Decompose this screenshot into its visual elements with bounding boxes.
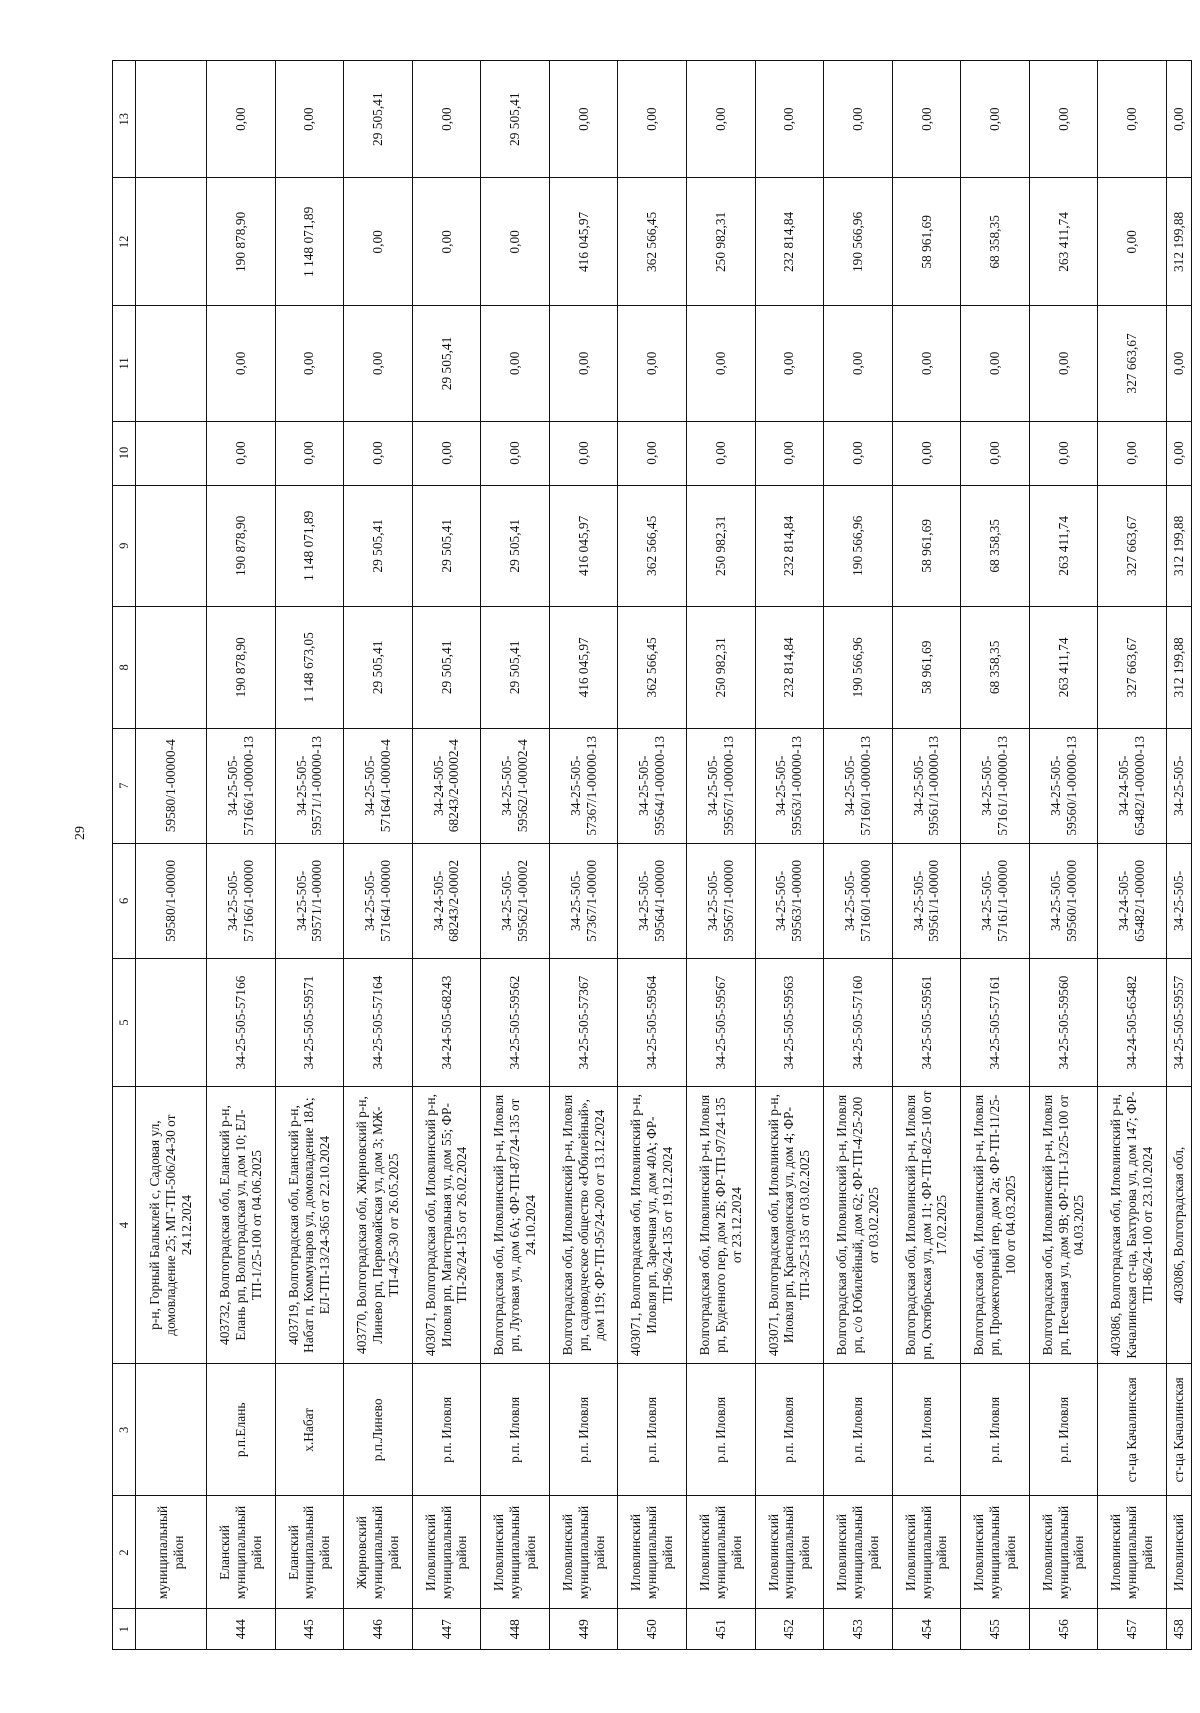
cell-col-7: 34-25-505-57160/1-00000-13: [824, 728, 893, 843]
cell-col-4: 403770, Волгоградская обл, Жирновский р-н, Линево рп, Первомайская ул, дом 3; МЖ-ТП-4/25-30 от 26.05.2025: [344, 1086, 413, 1363]
cell-col-11: 0,00: [549, 306, 618, 421]
cell-col-1: 449: [549, 1609, 618, 1650]
table-row-partial: [1167, 61, 1192, 1650]
cell-col-11: 327 663,67: [1098, 306, 1167, 421]
cell-col-8: 1 148 673,05: [275, 607, 344, 729]
cell-col-5: 34-25-505-59564: [618, 958, 687, 1086]
cell-col-12: 58 961,69: [892, 178, 961, 306]
cell-col-9: 9: [113, 485, 136, 607]
table-row: [755, 61, 824, 1650]
page-number: 29: [73, 826, 88, 840]
table-row: [275, 61, 344, 1650]
cell-col-9: 362 566,45: [618, 485, 687, 607]
cell-col-3: ст-ца Качалинская: [1098, 1364, 1167, 1496]
cell-col-6: 34-25-505-59563/1-00000: [755, 843, 824, 958]
cell-col-13: 0,00: [275, 61, 344, 178]
cell-col-6: 34-25-505-57166/1-00000: [207, 843, 276, 958]
cell-col-8: 29 505,41: [412, 607, 481, 729]
cell-col-11: 0,00: [961, 306, 1030, 421]
cell-col-11: 0,00: [275, 306, 344, 421]
cell-col-11: 0,00: [618, 306, 687, 421]
table-row: [961, 61, 1030, 1650]
cell-col-9: 190 566,96: [824, 485, 893, 607]
cell-col-8: 29 505,41: [481, 607, 550, 729]
cell-col-7: 34-24-505-65482/1-00000-13: [1098, 728, 1167, 843]
cell-col-12: [136, 178, 207, 306]
table-row: [686, 61, 755, 1650]
cell-col-5: 34-25-505-59563: [755, 958, 824, 1086]
cell-col-11: 0,00: [481, 306, 550, 421]
cell-col-2: Иловлинский муниципальный район: [824, 1496, 893, 1609]
table-row: [1098, 61, 1167, 1650]
cell-col-13: 0,00: [207, 61, 276, 178]
cell-col-5: 34-25-505-57166: [207, 958, 276, 1086]
cell-col-12: 0,00: [481, 178, 550, 306]
table-row: [892, 61, 961, 1650]
cell-col-4: 403071, Волгоградская обл, Иловлинский р-н, Иловля рп, Магистральная ул, дом 55; ФР-ТП-26/24-135 от 26.02.2024: [412, 1086, 481, 1363]
cell-col-9: 250 982,31: [686, 485, 755, 607]
cell-col-3: р.п. Иловля: [481, 1364, 550, 1496]
cell-col-12: 312 199,88: [1167, 178, 1192, 306]
cell-col-1: 445: [275, 1609, 344, 1650]
cell-col-13: 13: [113, 61, 136, 178]
cell-col-1: 457: [1098, 1609, 1167, 1650]
cell-col-4: Волгоградская обл, Иловлинский р-н, Иловля рп, Луговая ул, дом 6А; ФР-ТП-87/24-135 от 24.10.2024: [481, 1086, 550, 1363]
cell-col-3: р.п. Иловля: [892, 1364, 961, 1496]
cell-col-10: 0,00: [686, 421, 755, 485]
cell-col-8: 312 199,88: [1167, 607, 1192, 729]
cell-col-6: 34-25-505-: [1167, 843, 1192, 958]
cell-col-10: 0,00: [275, 421, 344, 485]
cell-col-11: [136, 306, 207, 421]
cell-col-13: 0,00: [755, 61, 824, 178]
table-row: [481, 61, 550, 1650]
cell-col-2: Иловлинский муниципальный район: [755, 1496, 824, 1609]
cell-col-1: 447: [412, 1609, 481, 1650]
cell-col-6: 34-24-505-68243/2-00002: [412, 843, 481, 958]
cell-col-4: 403719, Волгоградская обл, Еланский р-н, Набат п, Коммунаров ул, домовладение 18А; ЕЛ-ТП-13/24-365 от 22.10.2024: [275, 1086, 344, 1363]
cell-col-4: Волгоградская обл, Иловлинский р-н, Иловля рп, Буденного пер, дом 2Б; ФР-ТП-97/24-135 от 23.12.2024: [686, 1086, 755, 1363]
cell-col-4: 403732, Волгоградская обл, Еланский р-н, Елань рп, Волгоградская ул, дом 10; ЕЛ-ТП-1/25-100 от 04.06.2025: [207, 1086, 276, 1363]
cell-col-1: 458: [1167, 1609, 1192, 1650]
cell-col-10: 0,00: [1098, 421, 1167, 485]
cell-col-12: 250 982,31: [686, 178, 755, 306]
cell-col-3: р.п.Елань: [207, 1364, 276, 1496]
cell-col-12: 1 148 071,89: [275, 178, 344, 306]
cell-col-12: 0,00: [344, 178, 413, 306]
cell-col-1: 456: [1029, 1609, 1098, 1650]
cell-col-2: Иловлинский муниципальный район: [412, 1496, 481, 1609]
cell-col-12: 263 411,74: [1029, 178, 1098, 306]
cell-col-9: 68 358,35: [961, 485, 1030, 607]
table-row: [344, 61, 413, 1650]
cell-col-11: 0,00: [207, 306, 276, 421]
cell-col-1: 444: [207, 1609, 276, 1650]
cell-col-7: 34-25-505-57164/1-00000-4: [344, 728, 413, 843]
table-row: [824, 61, 893, 1650]
cell-col-1: 452: [755, 1609, 824, 1650]
cell-col-13: 29 505,41: [344, 61, 413, 178]
cell-col-8: 68 358,35: [961, 607, 1030, 729]
cell-col-2: муниципальный район: [136, 1496, 207, 1609]
cell-col-7: 7: [113, 728, 136, 843]
cell-col-2: Иловлинский муниципальный район: [618, 1496, 687, 1609]
cell-col-11: 0,00: [824, 306, 893, 421]
cell-col-5: 34-25-505-59560: [1029, 958, 1098, 1086]
cell-col-1: 451: [686, 1609, 755, 1650]
cell-col-10: 0,00: [961, 421, 1030, 485]
cell-col-9: 58 961,69: [892, 485, 961, 607]
cell-col-11: 0,00: [892, 306, 961, 421]
cell-col-8: 327 663,67: [1098, 607, 1167, 729]
cell-col-13: 0,00: [1098, 61, 1167, 178]
cell-col-7: 34-25-505-59560/1-00000-13: [1029, 728, 1098, 843]
cell-col-1: 453: [824, 1609, 893, 1650]
cell-col-3: р.п. Иловля: [412, 1364, 481, 1496]
cell-col-5: 34-24-505-65482: [1098, 958, 1167, 1086]
cell-col-10: 0,00: [207, 421, 276, 485]
cell-col-13: 0,00: [1029, 61, 1098, 178]
cell-col-1: 450: [618, 1609, 687, 1650]
continuation-row: [136, 61, 207, 1650]
cell-col-4: Волгоградская обл, Иловлинский р-н, Иловля рп, садоводческое общество «Юбилейный», дом 119; ФР-ТП-95/24-200 от 13.12.2024: [549, 1086, 618, 1363]
cell-col-2: Иловлинский муниципальный район: [892, 1496, 961, 1609]
cell-col-11: 0,00: [1029, 306, 1098, 421]
cell-col-7: 34-25-505-57367/1-00000-13: [549, 728, 618, 843]
cell-col-8: 190 878,90: [207, 607, 276, 729]
cell-col-13: 0,00: [686, 61, 755, 178]
cell-col-6: 34-25-505-59571/1-00000: [275, 843, 344, 958]
cell-col-8: 58 961,69: [892, 607, 961, 729]
cell-col-4: Волгоградская обл, Иловлинский р-н, Иловля рп, Октябрьская ул, дом 11; ФР-ТП-8/25-100 от 17.02.2025: [892, 1086, 961, 1363]
cell-col-4: Волгоградская обл, Иловлинский р-н, Иловля рп, Песчаная ул, дом 9В; ФР-ТП-13/25-100 от 04.03.2025: [1029, 1086, 1098, 1363]
cell-col-2: Иловлинский: [1167, 1496, 1192, 1609]
cell-col-6: 34-24-505-65482/1-00000: [1098, 843, 1167, 958]
cell-col-9: 312 199,88: [1167, 485, 1192, 607]
cell-col-7: 34-25-505-57166/1-00000-13: [207, 728, 276, 843]
cell-col-12: 190 566,96: [824, 178, 893, 306]
cell-col-3: р.п. Иловля: [549, 1364, 618, 1496]
cell-col-5: 5: [113, 958, 136, 1086]
cell-col-11: 0,00: [1167, 306, 1192, 421]
cell-col-2: Иловлинский муниципальный район: [961, 1496, 1030, 1609]
cell-col-9: 327 663,67: [1098, 485, 1167, 607]
cell-col-4: р-н, Горный Балыклей с, Садовая ул, домовладение 25; МГ-ТП-506/24-30 от 24.12.2024: [136, 1086, 207, 1363]
cell-col-1: 446: [344, 1609, 413, 1650]
cell-col-6: 34-25-505-59562/1-00002: [481, 843, 550, 958]
cell-col-3: р.п. Иловля: [1029, 1364, 1098, 1496]
cell-col-11: 0,00: [344, 306, 413, 421]
cell-col-2: Иловлинский муниципальный район: [686, 1496, 755, 1609]
cell-col-9: 29 505,41: [412, 485, 481, 607]
cell-col-2: Иловлинский муниципальный район: [481, 1496, 550, 1609]
cell-col-6: 34-25-505-59560/1-00000: [1029, 843, 1098, 958]
cell-col-10: 0,00: [481, 421, 550, 485]
register-table: [112, 60, 1192, 1650]
cell-col-2: 2: [113, 1496, 136, 1609]
cell-col-13: 0,00: [824, 61, 893, 178]
cell-col-4: 403071, Волгоградская обл, Иловлинский р-н, Иловля рп, Заречная ул, дом 40А; ФР-ТП-96/24-135 от 19.12.2024: [618, 1086, 687, 1363]
cell-col-10: 0,00: [1167, 421, 1192, 485]
table-row: [207, 61, 276, 1650]
cell-col-2: Иловлинский муниципальный район: [1098, 1496, 1167, 1609]
cell-col-10: 0,00: [755, 421, 824, 485]
cell-col-6: 6: [113, 843, 136, 958]
cell-col-9: 29 505,41: [344, 485, 413, 607]
cell-col-13: 0,00: [892, 61, 961, 178]
cell-col-10: [136, 421, 207, 485]
cell-col-8: 8: [113, 607, 136, 729]
cell-col-6: 34-25-505-59561/1-00000: [892, 843, 961, 958]
cell-col-4: Волгоградская обл, Иловлинский р-н, Иловля рп, Прожекторный пер, дом 2а; ФР-ТП-11/25-100 от 04.03.2025: [961, 1086, 1030, 1363]
cell-col-12: 362 566,45: [618, 178, 687, 306]
cell-col-8: 362 566,45: [618, 607, 687, 729]
cell-col-11: 11: [113, 306, 136, 421]
cell-col-12: 232 814,84: [755, 178, 824, 306]
cell-col-13: [136, 61, 207, 178]
table-row: [618, 61, 687, 1650]
cell-col-6: 34-25-505-57164/1-00000: [344, 843, 413, 958]
cell-col-3: х.Набат: [275, 1364, 344, 1496]
cell-col-12: 68 358,35: [961, 178, 1030, 306]
cell-col-7: 34-25-505-59563/1-00000-13: [755, 728, 824, 843]
cell-col-4: Волгоградская обл, Иловлинский р-н, Иловля рп, с/о Юбилейный, дом 62; ФР-ТП-4/25-200 от 03.02.2025: [824, 1086, 893, 1363]
cell-col-13: 0,00: [1167, 61, 1192, 178]
cell-col-7: 34-25-505-: [1167, 728, 1192, 843]
cell-col-2: Иловлинский муниципальный район: [1029, 1496, 1098, 1609]
cell-col-11: 0,00: [686, 306, 755, 421]
cell-col-7: 34-25-505-59561/1-00000-13: [892, 728, 961, 843]
cell-col-5: 34-25-505-59567: [686, 958, 755, 1086]
cell-col-3: [136, 1364, 207, 1496]
cell-col-12: 12: [113, 178, 136, 306]
table-row: [1029, 61, 1098, 1650]
cell-col-3: 3: [113, 1364, 136, 1496]
cell-col-2: Иловлинский муниципальный район: [549, 1496, 618, 1609]
cell-col-7: 34-24-505-68243/2-00002-4: [412, 728, 481, 843]
cell-col-10: 0,00: [412, 421, 481, 485]
cell-col-2: Жирновский муниципальный район: [344, 1496, 413, 1609]
cell-col-5: 34-25-505-59561: [892, 958, 961, 1086]
cell-col-8: 232 814,84: [755, 607, 824, 729]
cell-col-13: 0,00: [549, 61, 618, 178]
cell-col-5: 34-25-505-59571: [275, 958, 344, 1086]
cell-col-9: 29 505,41: [481, 485, 550, 607]
cell-col-7: 34-25-505-59564/1-00000-13: [618, 728, 687, 843]
cell-col-4: 403086, Волгоградская обл,: [1167, 1086, 1192, 1363]
cell-col-8: [136, 607, 207, 729]
cell-col-7: 59580/1-00000-4: [136, 728, 207, 843]
cell-col-6: 34-25-505-57367/1-00000: [549, 843, 618, 958]
cell-col-6: 34-25-505-57161/1-00000: [961, 843, 1030, 958]
cell-col-8: 263 411,74: [1029, 607, 1098, 729]
cell-col-1: 455: [961, 1609, 1030, 1650]
cell-col-7: 34-25-505-57161/1-00000-13: [961, 728, 1030, 843]
cell-col-3: р.п. Иловля: [686, 1364, 755, 1496]
cell-col-12: 416 045,97: [549, 178, 618, 306]
cell-col-9: [136, 485, 207, 607]
cell-col-12: 190 878,90: [207, 178, 276, 306]
cell-col-1: 454: [892, 1609, 961, 1650]
cell-col-9: 1 148 071,89: [275, 485, 344, 607]
cell-col-10: 0,00: [824, 421, 893, 485]
cell-col-8: 250 982,31: [686, 607, 755, 729]
cell-col-3: р.п. Иловля: [618, 1364, 687, 1496]
cell-col-4: 403071, Волгоградская обл, Иловлинский р-н, Иловля рп, Краснодонская ул, дом 4; ФР-ТП-3/25-135 от 03.02.2025: [755, 1086, 824, 1363]
cell-col-8: 416 045,97: [549, 607, 618, 729]
cell-col-7: 34-25-505-59571/1-00000-13: [275, 728, 344, 843]
cell-col-13: 0,00: [961, 61, 1030, 178]
cell-col-10: 0,00: [344, 421, 413, 485]
cell-col-3: р.п. Иловля: [961, 1364, 1030, 1496]
cell-col-1: 448: [481, 1609, 550, 1650]
cell-col-6: 34-25-505-57160/1-00000: [824, 843, 893, 958]
cell-col-7: 34-25-505-59562/1-00002-4: [481, 728, 550, 843]
cell-col-3: р.п.Линево: [344, 1364, 413, 1496]
cell-col-5: 34-25-505-57161: [961, 958, 1030, 1086]
cell-col-6: 34-25-505-59567/1-00000: [686, 843, 755, 958]
cell-col-4: 403086, Волгоградская обл, Иловлинский р-н, Качалинская ст-ца, Бахтурова ул, дом 147; ФР-ТП-86/24-100 от 23.10.2024: [1098, 1086, 1167, 1363]
cell-col-13: 0,00: [412, 61, 481, 178]
cell-col-4: 4: [113, 1086, 136, 1363]
cell-col-5: 34-25-505-59557: [1167, 958, 1192, 1086]
cell-col-12: 0,00: [1098, 178, 1167, 306]
cell-col-3: р.п. Иловля: [824, 1364, 893, 1496]
cell-col-8: 190 566,96: [824, 607, 893, 729]
cell-col-10: 0,00: [1029, 421, 1098, 485]
cell-col-5: 34-24-505-68243: [412, 958, 481, 1086]
cell-col-5: 34-25-505-57160: [824, 958, 893, 1086]
cell-col-9: 190 878,90: [207, 485, 276, 607]
cell-col-9: 232 814,84: [755, 485, 824, 607]
header-row: [113, 61, 136, 1650]
table-row: [412, 61, 481, 1650]
cell-col-8: 29 505,41: [344, 607, 413, 729]
cell-col-6: 59580/1-00000: [136, 843, 207, 958]
cell-col-7: 34-25-505-59567/1-00000-13: [686, 728, 755, 843]
cell-col-3: р.п. Иловля: [755, 1364, 824, 1496]
cell-col-6: 34-25-505-59564/1-00000: [618, 843, 687, 958]
cell-col-9: 416 045,97: [549, 485, 618, 607]
cell-col-13: 29 505,41: [481, 61, 550, 178]
cell-col-5: [136, 958, 207, 1086]
cell-col-3: ст-ца Качалинская: [1167, 1364, 1192, 1496]
cell-col-10: 0,00: [892, 421, 961, 485]
cell-col-9: 263 411,74: [1029, 485, 1098, 607]
cell-col-10: 10: [113, 421, 136, 485]
cell-col-12: 0,00: [412, 178, 481, 306]
cell-col-1: 1: [113, 1609, 136, 1650]
cell-col-11: 29 505,41: [412, 306, 481, 421]
cell-col-10: 0,00: [549, 421, 618, 485]
table-row: [549, 61, 618, 1650]
cell-col-11: 0,00: [755, 306, 824, 421]
cell-col-13: 0,00: [618, 61, 687, 178]
rotated-table-wrapper: [112, 60, 1192, 1650]
cell-col-10: 0,00: [618, 421, 687, 485]
cell-col-5: 34-25-505-59562: [481, 958, 550, 1086]
cell-col-2: Еланский муниципальный район: [275, 1496, 344, 1609]
cell-col-5: 34-25-505-57164: [344, 958, 413, 1086]
cell-col-1: [136, 1609, 207, 1650]
cell-col-5: 34-25-505-57367: [549, 958, 618, 1086]
cell-col-2: Еланский муниципальный район: [207, 1496, 276, 1609]
